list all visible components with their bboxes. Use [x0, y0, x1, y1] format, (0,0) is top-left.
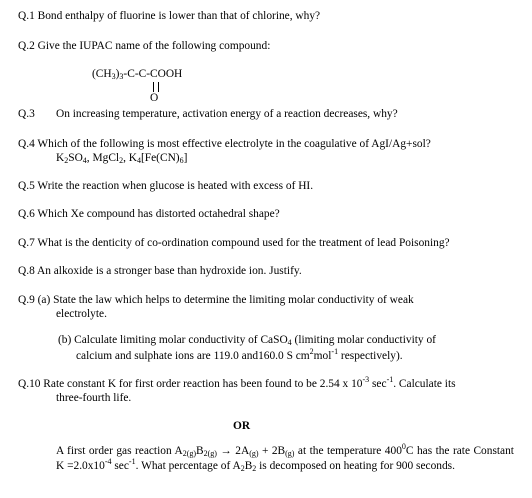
- alternate-question-10: A first order gas reaction $A_{2(g)}B_{2(g)} \to 2A_{(g)} + 2B_{(g)}$ at the temperature $400^0C$ has the rate Constant $K =2.0x10^{-4}$ $\sec^{-1}$. What percentage of $A_2B_2$ is decomposed on heating for 900 seconds.: [56, 442, 514, 473]
- question-4: Q.4 Which of the following is most effective electrolyte in the coagulative of AgI/Ag+sol?: [18, 138, 431, 150]
- question-5: Q.5 Write the reaction when glucose is heated with excess of HI.: [18, 180, 314, 192]
- question-9a-cont: electrolyte.: [56, 308, 107, 320]
- question-3-text: On increasing temperature, activation energy of a reaction decreases, why?: [56, 108, 398, 120]
- question-9b: (b) Calculate limiting molar conductivity of CaSO$_4$ (limiting molar conductivity of: [58, 334, 436, 347]
- q2-formula: $(CH_3)_3-C-C$-COOH: [92, 68, 183, 81]
- question-1: Q.1 Bond enthalpy of fluorine is lower than that of chlorine, why?: [18, 10, 321, 22]
- question-9a: Q.9 (a) State the law which helps to determine the limiting molar conductivity of weak: [18, 294, 414, 306]
- or-separator: OR: [233, 420, 251, 432]
- question-10: Q.10 Rate constant K for first order reaction has been found to be 2.54 x $10^{-3}$ $\sec^{-1}$. Calculate its: [18, 375, 456, 390]
- question-7: Q.7 What is the denticity of co-ordination compound used for the treatment of lead Poisoning?: [18, 237, 450, 249]
- question-6: Q.6 Which Xe compound has distorted octahedral shape?: [18, 208, 280, 220]
- q2-oxygen: O: [150, 92, 159, 104]
- question-4-options: $K_2SO_4$, MgCl$_2$, $K_4[Fe(CN)_6]$: [56, 152, 188, 165]
- question-10-cont: three-fourth life.: [56, 392, 132, 404]
- question-9b-cont: calcium and sulphate ions are 119.0 and160.0 S $cm^2mol^{-1}$ respectively).: [76, 347, 403, 362]
- question-3-number: Q.3: [18, 108, 35, 120]
- question-2: Q.2 Give the IUPAC name of the following compound:: [18, 40, 271, 52]
- question-8: Q.8 An alkoxide is a stronger base than hydroxide ion. Justify.: [18, 265, 302, 277]
- double-bond-mark: [153, 82, 159, 92]
